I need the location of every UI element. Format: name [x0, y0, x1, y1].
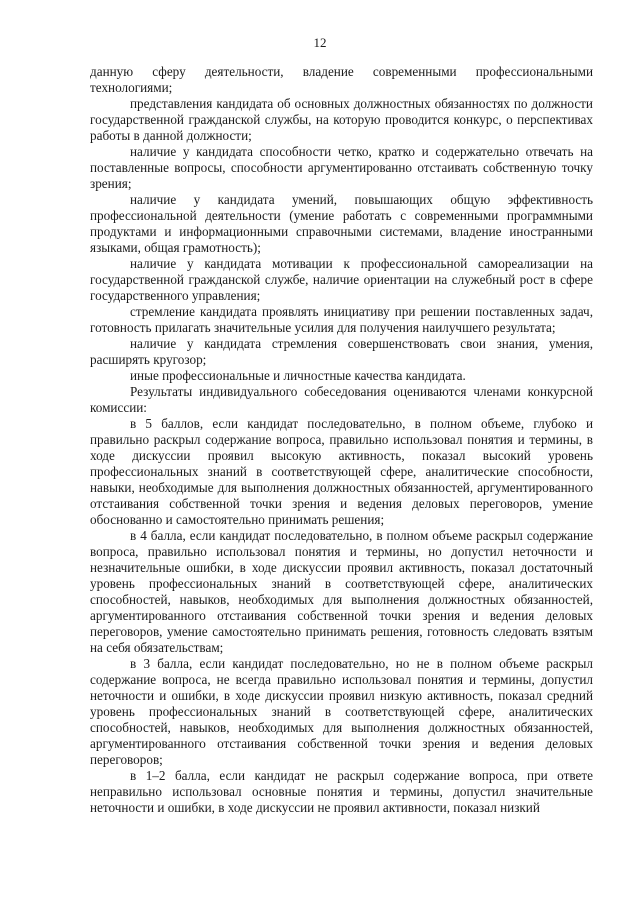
- paragraph: наличие у кандидата способности четко, кратко и содержательно отвечать на поставленные вопросы, способности аргументированно отстаивать собственную точку зрения;: [90, 144, 593, 191]
- paragraph: наличие у кандидата стремления совершенствовать свои знания, умения, расширять кругозор;: [90, 336, 593, 367]
- paragraph: Результаты индивидуального собеседования оцениваются членами конкурсной комиссии:: [90, 384, 593, 415]
- paragraph: в 4 балла, если кандидат последовательно, в полном объеме раскрыл содержание вопроса, правильно использовал понятия и термины, но допустил неточности и незначительные ошибки, в ходе дискуссии проявил активность, показал достаточный уровень профессиональных знаний в соответствующей сфере, аналитических способностей, навыков, необходимых для выполнения должностных обязанностей, аргументированного отстаивания собственной точки зрения и ведения деловых переговоров, умение самостоятельно принимать решения, готовность следовать взятым на себя обязательствам;: [90, 528, 593, 655]
- paragraph: в 1–2 балла, если кандидат не раскрыл содержание вопроса, при ответе неправильно использовал основные понятия и термины, допустил значительные неточности и ошибки, в ходе дискуссии не проявил активности, показал низкий: [90, 768, 593, 815]
- paragraph: иные профессиональные и личностные качества кандидата.: [130, 368, 466, 383]
- paragraph: представления кандидата об основных должностных обязанностях по должности государственной гражданской службы, на которую проводится конкурс, о перспективах работы в данной должности;: [90, 96, 593, 143]
- page-number: 12: [313, 35, 327, 50]
- document-body: [90, 64, 593, 816]
- paragraph: наличие у кандидата мотивации к профессиональной самореализации на государственной гражданской службе, наличие ориентации на служебный рост в сфере государственного управления;: [90, 256, 593, 303]
- paragraph: стремление кандидата проявлять инициативу при решении поставленных задач, готовность прилагать значительные усилия для получения наилучшего результата;: [90, 304, 593, 335]
- paragraph: данную сферу деятельности, владение современными профессиональными технологиями;: [90, 64, 593, 95]
- paragraph: в 3 балла, если кандидат последовательно, но не в полном объеме раскрыл содержание вопроса, не всегда правильно использовал понятия и термины, допустил неточности и ошибки, в ходе дискуссии проявил низкую активность, показал средний уровень профессиональных знаний в соответствующей сфере, аналитических способностей, навыков, необходимых для выполнения должностных обязанностей, аргументированного отстаивания собственной точки зрения и ведения деловых переговоров;: [90, 656, 593, 767]
- paragraph: в 5 баллов, если кандидат последовательно, в полном объеме, глубоко и правильно раскрыл содержание вопроса, правильно использовал понятия и термины, в ходе дискуссии проявил высокую активность, показал высокий уровень профессиональных знаний в соответствующей сфере, аналитические способности, навыки, необходимые для выполнения должностных обязанностей, аргументированного отстаивания собственной точки зрения и ведения деловых переговоров, умение обоснованно и самостоятельно принимать решения;: [90, 416, 593, 527]
- paragraph: наличие у кандидата умений, повышающих общую эффективность профессиональной деятельности (умение работать с современными программными продуктами и информационными справочными системами, владение иностранными языками, общая грамотность);: [90, 192, 593, 255]
